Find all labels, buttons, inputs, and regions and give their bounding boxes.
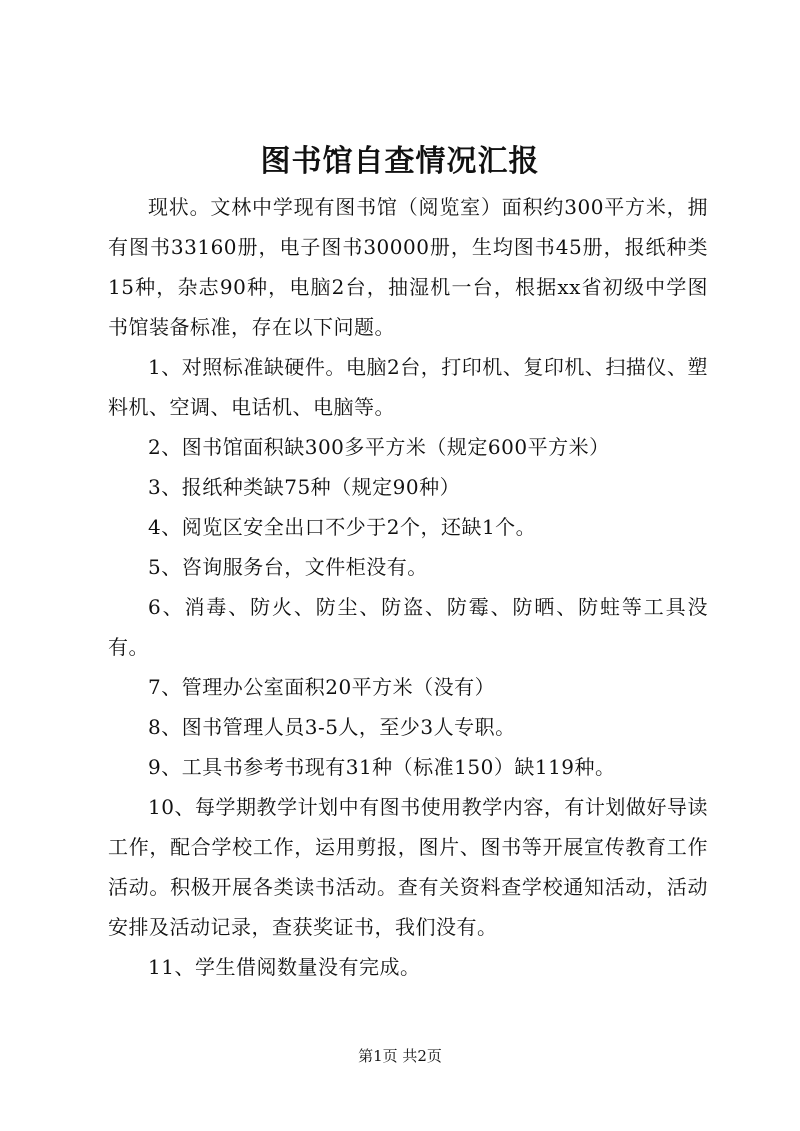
paragraph-item-8: 8、图书管理人员3-5人，至少3人专职。	[148, 715, 516, 739]
paragraph-item-10: 10、每学期教学计划中有图书使用教学内容，有计划做好导读工作，配合学校工作，运用剪报，图片、图书等开展宣传教育工作活动。积极开展各类读书活动。查有关资料查学校通知活动，活动安排及活动记录，查获奖证书，我们没有。	[108, 795, 708, 939]
paragraph-item-6: 6、消毒、防火、防尘、防盗、防霉、防晒、防蛀等工具没有。	[108, 595, 708, 659]
paragraph-status: 现状。文林中学现有图书馆（阅览室）面积约300平方米，拥有图书33160册，电子图书30000册，生均图书45册，报纸种类15种，杂志90种，电脑2台，抽湿机一台，根据xx省初级中学图书馆装备标准，存在以下问题。	[108, 195, 708, 339]
paragraph-item-4: 4、阅览区安全出口不少于2个，还缺1个。	[148, 515, 537, 539]
paragraph-item-3: 3、报纸种类缺75种（规定90种）	[148, 475, 461, 499]
paragraph-item-5: 5、咨询服务台，文件柜没有。	[148, 555, 428, 579]
page-number: 第1页 共2页	[358, 1047, 442, 1065]
paragraph-item-9: 9、工具书参考书现有31种（标准150）缺119种。	[148, 755, 616, 779]
paragraph-item-7: 7、管理办公室面积20平方米（没有）	[148, 675, 496, 699]
page-footer	[0, 1045, 800, 1067]
paragraph-item-2: 2、图书馆面积缺300多平方米（规定600平方米）	[148, 435, 610, 459]
paragraph-item-11: 11、学生借阅数量没有完成。	[148, 955, 421, 979]
document-title: 图书馆自查情况汇报	[260, 144, 540, 179]
document-body	[108, 187, 708, 987]
paragraph-item-1: 1、对照标准缺硬件。电脑2台，打印机、复印机、扫描仪、塑料机、空调、电话机、电脑等。	[108, 355, 708, 419]
